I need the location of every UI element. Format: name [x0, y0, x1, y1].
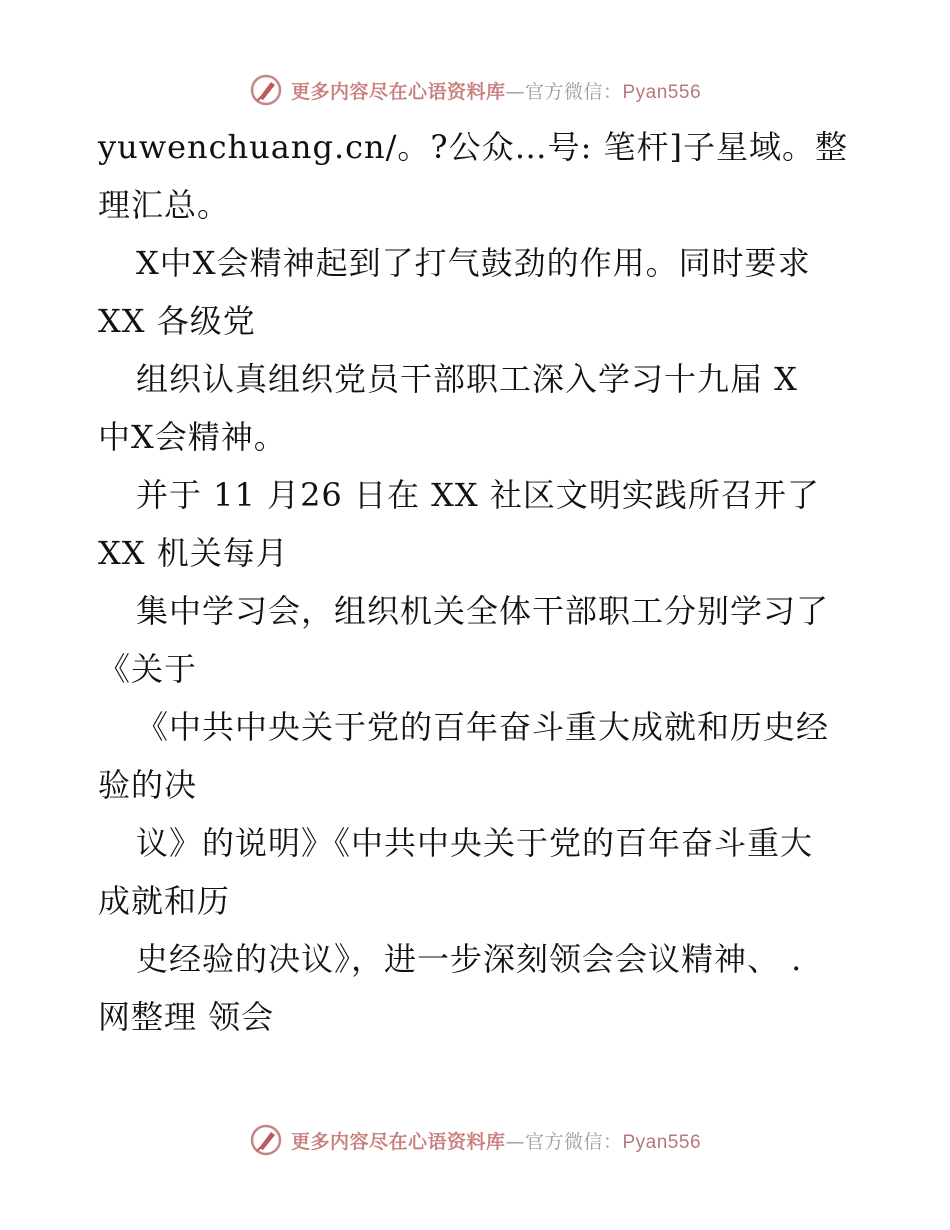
- watermark-text: [291, 1127, 701, 1154]
- text-line: 理汇总。: [98, 186, 231, 224]
- text-line: 中X会精神。: [98, 418, 287, 456]
- text-line: 组织认真组织党员干部职工深入学习十九届 X: [136, 360, 798, 398]
- text-line: 史经验的决议》，进一步深刻领会会议精神、 .: [136, 940, 803, 978]
- text-line: X中X会精神起到了打气鼓劲的作用。同时要求: [136, 244, 811, 282]
- text-line: 集中学习会，组织机关全体干部职工分别学习了: [136, 592, 830, 630]
- text-line: 验的决: [98, 766, 198, 804]
- watermark-main: 更多内容尽在心语资料库: [290, 80, 506, 103]
- watermark-text: [291, 77, 701, 104]
- text-line: 《关于: [98, 650, 198, 688]
- text-line: 议》的说明》《中共中央关于党的百年奋斗重大: [136, 824, 814, 862]
- watermark-id: Pyan556: [622, 81, 702, 103]
- text-line: XX 各级党: [98, 302, 256, 340]
- text-line: 并于 11 月26 日在 XX 社区文明实践所召开了: [136, 476, 820, 514]
- text-line: XX 机关每月: [98, 534, 289, 572]
- pen-logo-icon: [249, 1123, 283, 1157]
- pen-logo-icon: [249, 73, 283, 107]
- text-line: 成就和历: [98, 882, 231, 920]
- document-body: [98, 118, 858, 1046]
- watermark-id: Pyan556: [622, 1131, 702, 1153]
- text-line: 网整理 领会: [98, 998, 275, 1036]
- watermark-sub: —官方微信：: [505, 1130, 623, 1153]
- watermark-main: 更多内容尽在心语资料库: [290, 1130, 506, 1153]
- header-watermark: [0, 70, 950, 110]
- text-line: 《中共中央关于党的百年奋斗重大成就和历史经: [136, 708, 830, 746]
- text-line: yuwenchuang.cn/。?公众…号: 笔杆]子星域。整: [98, 128, 849, 166]
- footer-watermark: [0, 1120, 950, 1160]
- watermark-sub: —官方微信：: [505, 80, 623, 103]
